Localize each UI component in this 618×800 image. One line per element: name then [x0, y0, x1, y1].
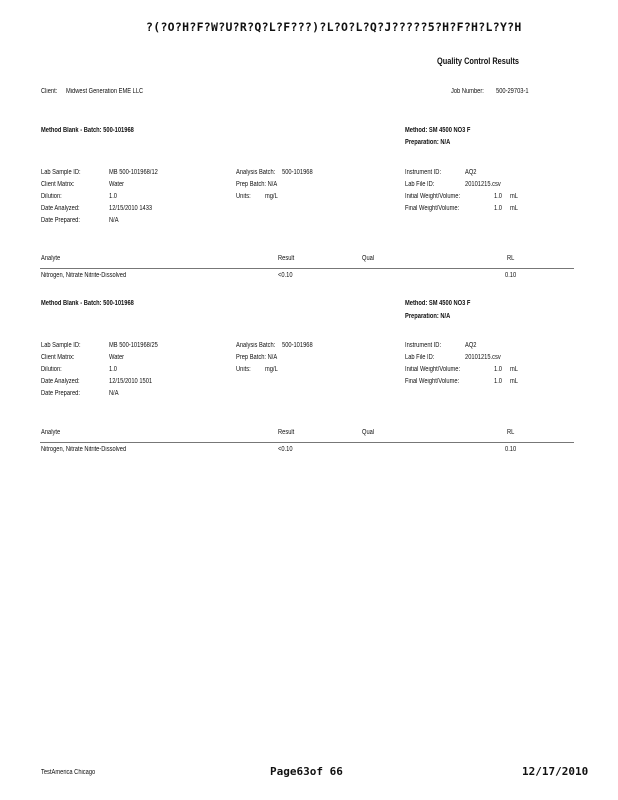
column-header-result: Result	[278, 255, 295, 262]
final-weight-volume-label: Final Weight/Volume:	[405, 205, 460, 212]
dilution-label: Dilution:	[41, 366, 62, 373]
analyte-result: <0.10	[278, 446, 293, 453]
prep-batch: Prep Batch: N/A	[236, 354, 278, 361]
final-weight-volume-unit: mL	[510, 205, 518, 212]
analyte-result: <0.10	[278, 272, 293, 279]
preparation-label: Preparation: N/A	[405, 139, 451, 146]
footer-page-number: Page63of 66	[270, 765, 343, 778]
client-matrix-value: Water	[109, 181, 125, 188]
column-header-qual: Qual	[362, 429, 375, 436]
table-divider	[40, 442, 574, 443]
units-label: Units:	[236, 193, 251, 200]
garbled-header-text: ?(?O?H?F?W?U?R?Q?L?F???)?L?O?L?Q?J?????5?H?F?H?L?Y?H	[146, 20, 522, 34]
date-prepared-value: N/A	[109, 390, 119, 397]
analysis-batch-value: 500-101968	[282, 169, 313, 176]
analyte-name: Nitrogen, Nitrate Nitrite-Dissolved	[41, 446, 127, 453]
client-matrix-label: Client Matrix:	[41, 181, 75, 188]
date-analyzed-label: Date Analyzed:	[41, 205, 80, 212]
analyte-rl: 0.10	[505, 446, 517, 453]
date-prepared-label: Date Prepared:	[41, 217, 80, 224]
footer-date: 12/17/2010	[522, 765, 589, 778]
lab-sample-id-value: MB 500-101968/12	[109, 169, 158, 176]
client-label: Client:	[41, 88, 58, 95]
dilution-label: Dilution:	[41, 193, 62, 200]
column-header-rl: RL	[507, 255, 515, 262]
initial-weight-volume-unit: mL	[510, 193, 518, 200]
final-weight-volume-unit: mL	[510, 378, 518, 385]
initial-weight-volume-value: 1.0	[494, 193, 502, 200]
instrument-id-label: Instrument ID:	[405, 169, 442, 176]
dilution-value: 1.0	[109, 366, 117, 373]
initial-weight-volume-unit: mL	[510, 366, 518, 373]
method-label: Method: SM 4500 NO3 F	[405, 127, 471, 134]
units-label: Units:	[236, 366, 251, 373]
instrument-id-label: Instrument ID:	[405, 342, 442, 349]
date-analyzed-label: Date Analyzed:	[41, 378, 80, 385]
lab-sample-id-value: MB 500-101968/25	[109, 342, 158, 349]
job-number-label: Job Number:	[451, 88, 484, 95]
instrument-id-value: AQ2	[465, 169, 477, 176]
date-prepared-value: N/A	[109, 217, 119, 224]
column-header-analyte: Analyte	[41, 255, 61, 262]
column-header-qual: Qual	[362, 255, 375, 262]
job-number-value: 500-29703-1	[496, 88, 529, 95]
column-header-rl: RL	[507, 429, 515, 436]
date-analyzed-value: 12/15/2010 1501	[109, 378, 153, 385]
units-value: mg/L	[265, 193, 278, 200]
column-header-result: Result	[278, 429, 295, 436]
client-matrix-value: Water	[109, 354, 125, 361]
final-weight-volume-value: 1.0	[494, 205, 502, 212]
date-prepared-label: Date Prepared:	[41, 390, 80, 397]
preparation-label: Preparation: N/A	[405, 313, 451, 320]
analysis-batch-label: Analysis Batch:	[236, 169, 276, 176]
client-name: Midwest Generation EME LLC	[66, 88, 144, 95]
initial-weight-volume-value: 1.0	[494, 366, 502, 373]
report-title: Quality Control Results	[437, 56, 520, 66]
units-value: mg/L	[265, 366, 278, 373]
lab-sample-id-label: Lab Sample ID:	[41, 169, 81, 176]
block-heading: Method Blank - Batch: 500-101968	[41, 127, 134, 134]
client-matrix-label: Client Matrix:	[41, 354, 75, 361]
table-divider	[40, 268, 574, 269]
lab-file-id-value: 20101215.csv	[465, 354, 501, 361]
final-weight-volume-label: Final Weight/Volume:	[405, 378, 460, 385]
dilution-value: 1.0	[109, 193, 117, 200]
initial-weight-volume-label: Initial Weight/Volume:	[405, 193, 461, 200]
lab-file-id-value: 20101215.csv	[465, 181, 501, 188]
initial-weight-volume-label: Initial Weight/Volume:	[405, 366, 461, 373]
column-header-analyte: Analyte	[41, 429, 61, 436]
final-weight-volume-value: 1.0	[494, 378, 502, 385]
lab-file-id-label: Lab File ID:	[405, 354, 435, 361]
lab-file-id-label: Lab File ID:	[405, 181, 435, 188]
prep-batch: Prep Batch: N/A	[236, 181, 278, 188]
date-analyzed-value: 12/15/2010 1433	[109, 205, 153, 212]
footer-company: TestAmerica Chicago	[41, 769, 96, 776]
method-label: Method: SM 4500 NO3 F	[405, 300, 471, 307]
block-heading: Method Blank - Batch: 500-101968	[41, 300, 134, 307]
analyte-rl: 0.10	[505, 272, 517, 279]
lab-sample-id-label: Lab Sample ID:	[41, 342, 81, 349]
analyte-name: Nitrogen, Nitrate Nitrite-Dissolved	[41, 272, 127, 279]
analysis-batch-label: Analysis Batch:	[236, 342, 276, 349]
instrument-id-value: AQ2	[465, 342, 477, 349]
analysis-batch-value: 500-101968	[282, 342, 313, 349]
